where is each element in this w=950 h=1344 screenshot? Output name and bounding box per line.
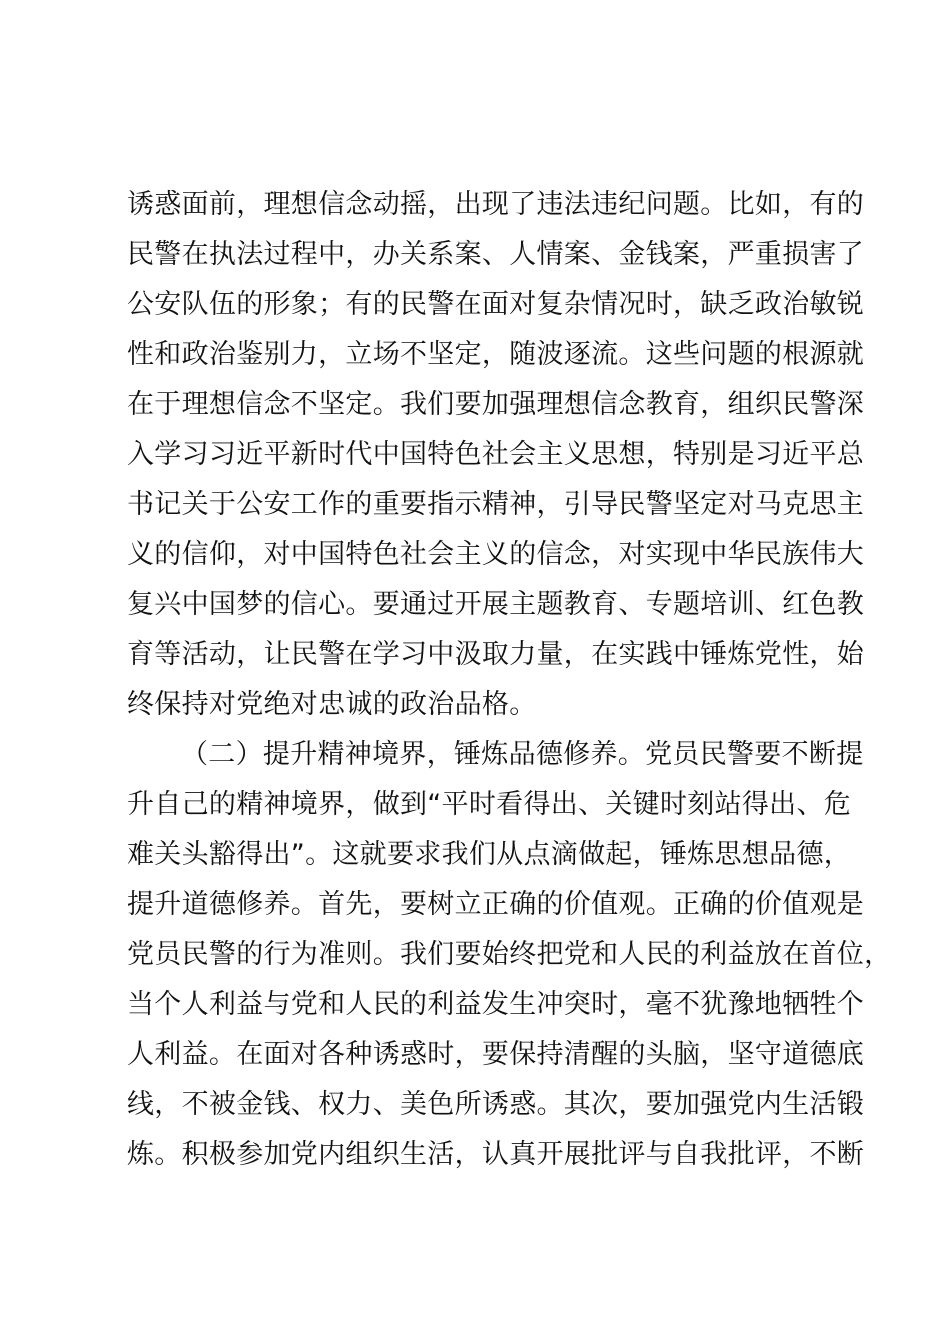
text-line: 书记关于公安工作的重要指示精神，引导民警坚定对马克思主 (127, 489, 865, 520)
text-line: 诱惑面前，理想信念动摇，出现了违法违纪问题。比如，有的 (127, 189, 865, 220)
text-line: 在于理想信念不坚定。我们要加强理想信念教育，组织民警深 (127, 389, 865, 420)
section-heading-line: （二）提升精神境界，锤炼品德修养。党员民警要不断提 (181, 739, 864, 770)
text-line: 线，不被金钱、权力、美色所诱惑。其次，要加强党内生活锻 (127, 1089, 865, 1120)
text-line: 当个人利益与党和人民的利益发生冲突时，毫不犹豫地牺牲个 (127, 989, 865, 1020)
text-line: 入学习习近平新时代中国特色社会主义思想，特别是习近平总 (127, 439, 865, 470)
text-line: 难关头豁得出”。这就要求我们从点滴做起，锤炼思想品德， (127, 839, 852, 870)
text-line: 育等活动，让民警在学习中汲取力量，在实践中锤炼党性，始 (127, 639, 865, 670)
text-line: 民警在执法过程中，办关系案、人情案、金钱案，严重损害了 (127, 239, 865, 270)
text-line: 升自己的精神境界，做到“平时看得出、关键时刻站得出、危 (127, 789, 852, 820)
text-line: 提升道德修养。首先，要树立正确的价值观。正确的价值观是 (127, 889, 865, 920)
text-line: 党员民警的行为准则。我们要始终把党和人民的利益放在首位， (127, 939, 892, 970)
text-line: 炼。积极参加党内组织生活，认真开展批评与自我批评，不断 (127, 1139, 865, 1170)
text-line: 人利益。在面对各种诱惑时，要保持清醒的头脑，坚守道德底 (127, 1039, 865, 1070)
text-line: 义的信仰，对中国特色社会主义的信念，对实现中华民族伟大 (127, 539, 865, 570)
text-line: 公安队伍的形象；有的民警在面对复杂情况时，缺乏政治敏锐 (127, 289, 865, 320)
text-line: 终保持对党绝对忠诚的政治品格。 (127, 689, 537, 720)
text-line: 复兴中国梦的信心。要通过开展主题教育、专题培训、红色教 (127, 589, 865, 620)
text-line: 性和政治鉴别力，立场不坚定，随波逐流。这些问题的根源就 (127, 339, 865, 370)
